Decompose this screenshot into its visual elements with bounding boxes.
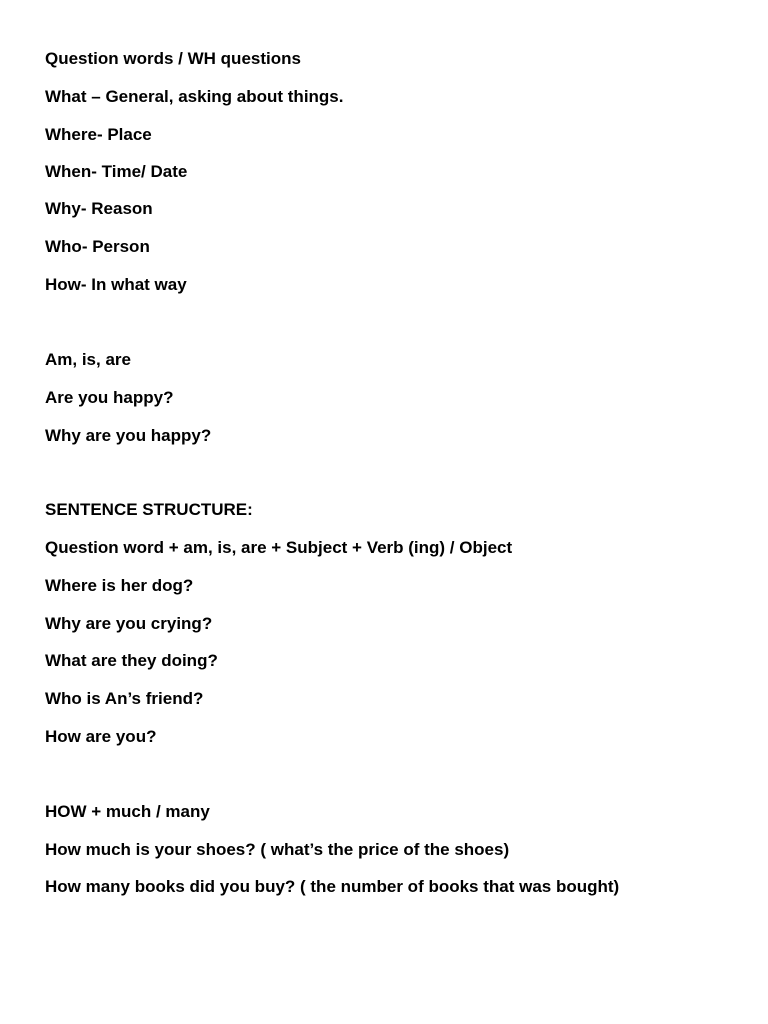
wh-item-where: Where- Place — [45, 125, 152, 144]
how-heading: HOW + much / many — [45, 802, 210, 821]
wh-item-how: How- In what way — [45, 275, 187, 294]
wh-item-what: What – General, asking about things. — [45, 87, 344, 106]
be-heading: Am, is, are — [45, 350, 131, 369]
wh-item-why: Why- Reason — [45, 199, 153, 218]
how-example: How many books did you buy? ( the number of books that was bought) — [45, 877, 620, 896]
how-example: How much is your shoes? ( what’s the price of the shoes) — [45, 840, 510, 859]
structure-formula: Question word + am, is, are + Subject + Verb (ing) / Object — [45, 538, 513, 557]
structure-example: Where is her dog? — [45, 576, 194, 595]
wh-item-when: When- Time/ Date — [45, 162, 188, 181]
wh-heading: Question words / WH questions — [45, 49, 301, 68]
structure-example: Who is An’s friend? — [45, 689, 204, 708]
be-example: Are you happy? — [45, 388, 174, 407]
be-example: Why are you happy? — [45, 426, 212, 445]
structure-example: Why are you crying? — [45, 614, 213, 633]
structure-example: How are you? — [45, 727, 157, 746]
structure-example: What are they doing? — [45, 651, 218, 670]
structure-heading: SENTENCE STRUCTURE: — [45, 500, 253, 519]
wh-item-who: Who- Person — [45, 237, 150, 256]
